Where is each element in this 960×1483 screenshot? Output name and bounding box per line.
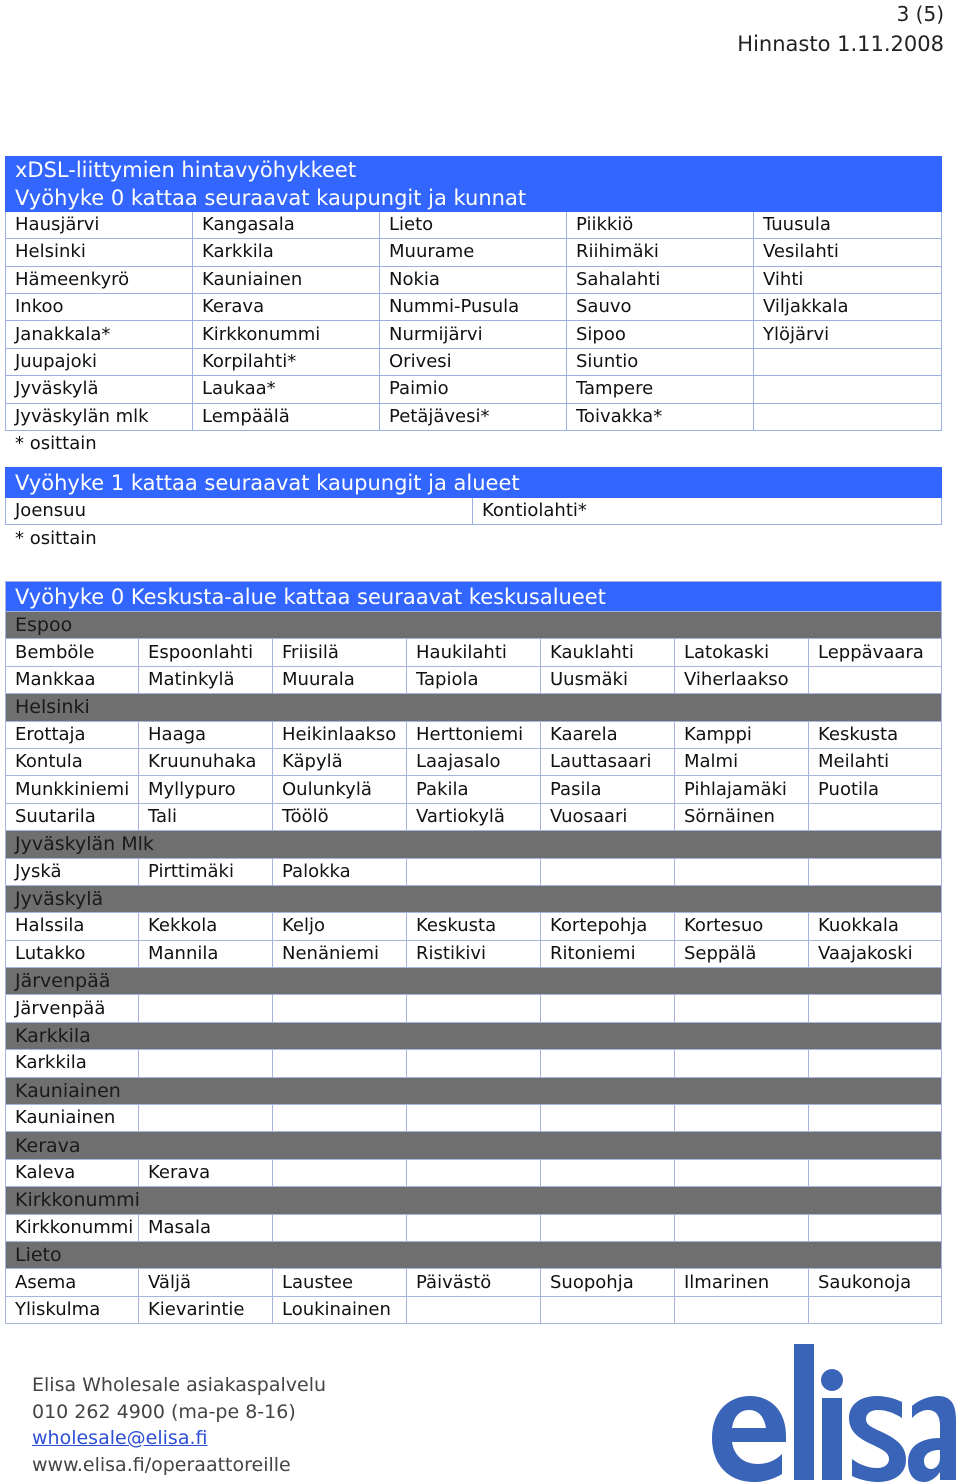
area-cell — [273, 1050, 407, 1077]
group-header-row — [6, 968, 942, 995]
support-name: Elisa Wholesale asiakaspalvelu — [32, 1374, 327, 1396]
town-cell — [754, 403, 942, 430]
town-cell: Kirkkonummi — [193, 321, 380, 348]
section-title: xDSL-liittymien hintavyöhykkeet — [6, 157, 942, 184]
area-cell — [675, 995, 809, 1022]
area-cell: Laustee — [273, 1269, 407, 1296]
area-cell — [809, 1214, 942, 1241]
table-row — [6, 1105, 942, 1132]
area-cell: Bemböle — [6, 639, 139, 666]
elisa-logo — [706, 1340, 956, 1483]
town-cell: Hausjärvi — [6, 211, 193, 238]
town-cell: Kontiolahti* — [473, 498, 942, 525]
table-row — [6, 858, 942, 885]
town-cell: Jyväskylän mlk — [6, 403, 193, 430]
town-cell: Nurmijärvi — [380, 321, 567, 348]
area-cell: Käpylä — [273, 748, 407, 775]
area-cell — [407, 1296, 541, 1323]
area-cell — [139, 995, 273, 1022]
table-row — [6, 995, 942, 1022]
table-row — [6, 239, 942, 266]
area-cell: Espoonlahti — [139, 639, 273, 666]
table-row — [6, 940, 942, 967]
area-cell: Pihlajamäki — [675, 776, 809, 803]
table-row — [6, 293, 942, 320]
area-cell: Suutarila — [6, 803, 139, 830]
table-row — [6, 776, 942, 803]
group-name: Jyväskylän Mlk — [6, 831, 942, 858]
town-cell: Viljakkala — [754, 293, 942, 320]
footnote: * osittain — [15, 527, 97, 549]
area-cell — [809, 803, 942, 830]
table-row — [6, 376, 942, 403]
email-link[interactable]: wholesale@elisa.fi — [32, 1427, 208, 1449]
area-cell: Haaga — [139, 721, 273, 748]
group-name: Kirkkonummi — [6, 1187, 942, 1214]
town-cell: Lieto — [380, 211, 567, 238]
group-name: Kerava — [6, 1132, 942, 1159]
area-cell: Kerava — [139, 1159, 273, 1186]
area-cell: Loukinainen — [273, 1296, 407, 1323]
area-cell: Kortepohja — [541, 913, 675, 940]
area-cell — [809, 1050, 942, 1077]
area-cell: Keskusta — [407, 913, 541, 940]
town-cell: Paimio — [380, 376, 567, 403]
group-header-row — [6, 612, 942, 639]
area-cell — [809, 1296, 942, 1323]
town-cell: Janakkala* — [6, 321, 193, 348]
area-cell: Kirkkonummi — [6, 1214, 139, 1241]
town-cell: Orivesi — [380, 348, 567, 375]
area-cell: Kauniainen — [6, 1105, 139, 1132]
area-cell: Leppävaara — [809, 639, 942, 666]
zone0-center-title: Vyöhyke 0 Keskusta-alue kattaa seuraavat keskusalueet — [6, 582, 942, 612]
web-address: www.elisa.fi/operaattoreille — [32, 1453, 291, 1476]
area-cell: Suopohja — [541, 1269, 675, 1296]
area-cell — [407, 858, 541, 885]
town-cell: Vihti — [754, 266, 942, 293]
area-cell: Viherlaakso — [675, 666, 809, 693]
area-cell — [407, 1050, 541, 1077]
table-row — [6, 721, 942, 748]
contact-info — [32, 1372, 326, 1478]
area-cell: Munkkiniemi — [6, 776, 139, 803]
town-cell: Juupajoki — [6, 348, 193, 375]
group-header-row — [6, 1132, 942, 1159]
area-cell — [273, 1105, 407, 1132]
town-cell: Tuusula — [754, 211, 942, 238]
area-cell: Saukonoja — [809, 1269, 942, 1296]
town-cell: Kangasala — [193, 211, 380, 238]
area-cell: Herttoniemi — [407, 721, 541, 748]
town-cell: Laukaa* — [193, 376, 380, 403]
table-row — [6, 403, 942, 430]
area-cell: Meilahti — [809, 748, 942, 775]
group-header-row — [6, 694, 942, 721]
table-row — [6, 266, 942, 293]
group-name: Helsinki — [6, 694, 942, 721]
town-cell — [754, 376, 942, 403]
area-cell: Seppälä — [675, 940, 809, 967]
area-cell: Matinkylä — [139, 666, 273, 693]
table-row — [6, 1159, 942, 1186]
area-cell: Ristikivi — [407, 940, 541, 967]
table-row — [6, 348, 942, 375]
area-cell — [273, 995, 407, 1022]
area-cell — [541, 858, 675, 885]
town-cell: Kauniainen — [193, 266, 380, 293]
area-cell — [541, 995, 675, 1022]
area-cell: Malmi — [675, 748, 809, 775]
area-cell — [273, 1159, 407, 1186]
area-cell — [675, 1159, 809, 1186]
group-name: Lieto — [6, 1241, 942, 1268]
table-row — [6, 803, 942, 830]
town-cell: Jyväskylä — [6, 376, 193, 403]
area-cell — [407, 995, 541, 1022]
area-cell — [809, 1159, 942, 1186]
town-cell: Joensuu — [6, 498, 473, 525]
area-cell: Halssila — [6, 913, 139, 940]
area-cell — [809, 666, 942, 693]
group-header-row — [6, 885, 942, 912]
table-row — [6, 639, 942, 666]
group-name: Karkkila — [6, 1022, 942, 1049]
area-cell: Asema — [6, 1269, 139, 1296]
town-cell: Toivakka* — [567, 403, 754, 430]
area-cell: Haukilahti — [407, 639, 541, 666]
table-row — [6, 913, 942, 940]
group-header-row — [6, 1187, 942, 1214]
area-cell: Järvenpää — [6, 995, 139, 1022]
table-row — [6, 1296, 942, 1323]
area-cell: Tapiola — [407, 666, 541, 693]
area-cell: Muurala — [273, 666, 407, 693]
support-phone: 010 262 4900 (ma-pe 8-16) — [32, 1400, 296, 1423]
area-cell: Tali — [139, 803, 273, 830]
area-cell: Pasila — [541, 776, 675, 803]
group-header-row — [6, 1241, 942, 1268]
area-cell — [541, 1296, 675, 1323]
zone1-table — [5, 467, 942, 553]
area-cell: Vaajakoski — [809, 940, 942, 967]
group-name: Jyväskylä — [6, 885, 942, 912]
zone0-table — [5, 156, 942, 458]
area-cell: Uusmäki — [541, 666, 675, 693]
town-cell — [754, 348, 942, 375]
area-cell: Pakila — [407, 776, 541, 803]
area-cell: Karkkila — [6, 1050, 139, 1077]
table-row — [6, 748, 942, 775]
area-cell: Sörnäinen — [675, 803, 809, 830]
group-name: Järvenpää — [6, 968, 942, 995]
area-cell — [675, 1296, 809, 1323]
area-cell — [407, 1105, 541, 1132]
town-cell: Sipoo — [567, 321, 754, 348]
area-cell: Kamppi — [675, 721, 809, 748]
town-cell: Vesilahti — [754, 239, 942, 266]
area-cell: Myllypuro — [139, 776, 273, 803]
area-cell — [139, 1050, 273, 1077]
area-cell: Erottaja — [6, 721, 139, 748]
area-cell: Nenäniemi — [273, 940, 407, 967]
area-cell: Ilmarinen — [675, 1269, 809, 1296]
town-cell: Lempäälä — [193, 403, 380, 430]
area-cell — [541, 1159, 675, 1186]
table-row — [6, 321, 942, 348]
area-cell: Keskusta — [809, 721, 942, 748]
area-cell: Yliskulma — [6, 1296, 139, 1323]
area-cell — [675, 858, 809, 885]
area-cell: Jyskä — [6, 858, 139, 885]
town-cell: Siuntio — [567, 348, 754, 375]
area-cell — [675, 1050, 809, 1077]
area-cell: Kaarela — [541, 721, 675, 748]
town-cell: Sahalahti — [567, 266, 754, 293]
area-cell: Kaleva — [6, 1159, 139, 1186]
town-cell: Sauvo — [567, 293, 754, 320]
page-number: 3 (5) — [896, 2, 944, 26]
area-cell: Päivästö — [407, 1269, 541, 1296]
area-cell: Kruunuhaka — [139, 748, 273, 775]
town-cell: Tampere — [567, 376, 754, 403]
table-row — [6, 1214, 942, 1241]
area-cell: Laajasalo — [407, 748, 541, 775]
area-cell: Vartiokylä — [407, 803, 541, 830]
area-cell: Töölö — [273, 803, 407, 830]
area-cell: Kortesuo — [675, 913, 809, 940]
table-row — [6, 211, 942, 238]
area-cell — [139, 1105, 273, 1132]
area-cell: Kekkola — [139, 913, 273, 940]
area-cell: Mannila — [139, 940, 273, 967]
town-cell: Riihimäki — [567, 239, 754, 266]
area-cell: Kuokkala — [809, 913, 942, 940]
area-cell: Keljo — [273, 913, 407, 940]
town-cell: Nokia — [380, 266, 567, 293]
town-cell: Karkkila — [193, 239, 380, 266]
town-cell: Muurame — [380, 239, 567, 266]
area-cell: Kontula — [6, 748, 139, 775]
town-cell: Inkoo — [6, 293, 193, 320]
area-cell — [675, 1214, 809, 1241]
area-cell: Pirttimäki — [139, 858, 273, 885]
group-name: Kauniainen — [6, 1077, 942, 1104]
table-row — [6, 666, 942, 693]
area-cell: Latokaski — [675, 639, 809, 666]
area-cell — [541, 1050, 675, 1077]
town-cell: Ylöjärvi — [754, 321, 942, 348]
area-cell — [809, 995, 942, 1022]
table-row — [6, 1269, 942, 1296]
town-cell: Helsinki — [6, 239, 193, 266]
area-cell — [541, 1214, 675, 1241]
price-list-date: Hinnasto 1.11.2008 — [737, 32, 944, 56]
area-cell: Kievarintie — [139, 1296, 273, 1323]
area-cell — [407, 1159, 541, 1186]
area-cell — [809, 1105, 942, 1132]
group-header-row — [6, 831, 942, 858]
area-cell: Vuosaari — [541, 803, 675, 830]
area-cell: Palokka — [273, 858, 407, 885]
town-cell: Kerava — [193, 293, 380, 320]
area-cell: Ritoniemi — [541, 940, 675, 967]
town-cell: Nummi-Pusula — [380, 293, 567, 320]
area-cell — [273, 1214, 407, 1241]
area-cell: Friisilä — [273, 639, 407, 666]
town-cell: Petäjävesi* — [380, 403, 567, 430]
town-cell: Hämeenkyrö — [6, 266, 193, 293]
area-cell: Mankkaa — [6, 666, 139, 693]
area-cell: Puotila — [809, 776, 942, 803]
area-cell: Heikinlaakso — [273, 721, 407, 748]
zone1-title: Vyöhyke 1 kattaa seuraavat kaupungit ja alueet — [6, 468, 942, 498]
area-cell — [809, 858, 942, 885]
zone0-title: Vyöhyke 0 kattaa seuraavat kaupungit ja kunnat — [6, 184, 942, 211]
group-header-row — [6, 1077, 942, 1104]
group-header-row — [6, 1022, 942, 1049]
area-cell: Masala — [139, 1214, 273, 1241]
zone0-center-table — [5, 581, 942, 1324]
area-cell: Väljä — [139, 1269, 273, 1296]
area-cell: Lutakko — [6, 940, 139, 967]
area-cell — [675, 1105, 809, 1132]
area-cell: Kauklahti — [541, 639, 675, 666]
footnote: * osittain — [15, 433, 97, 455]
area-cell — [407, 1214, 541, 1241]
group-name: Espoo — [6, 612, 942, 639]
area-cell: Oulunkylä — [273, 776, 407, 803]
town-cell: Piikkiö — [567, 211, 754, 238]
table-row — [6, 1050, 942, 1077]
town-cell: Korpilahti* — [193, 348, 380, 375]
area-cell: Lauttasaari — [541, 748, 675, 775]
area-cell — [541, 1105, 675, 1132]
